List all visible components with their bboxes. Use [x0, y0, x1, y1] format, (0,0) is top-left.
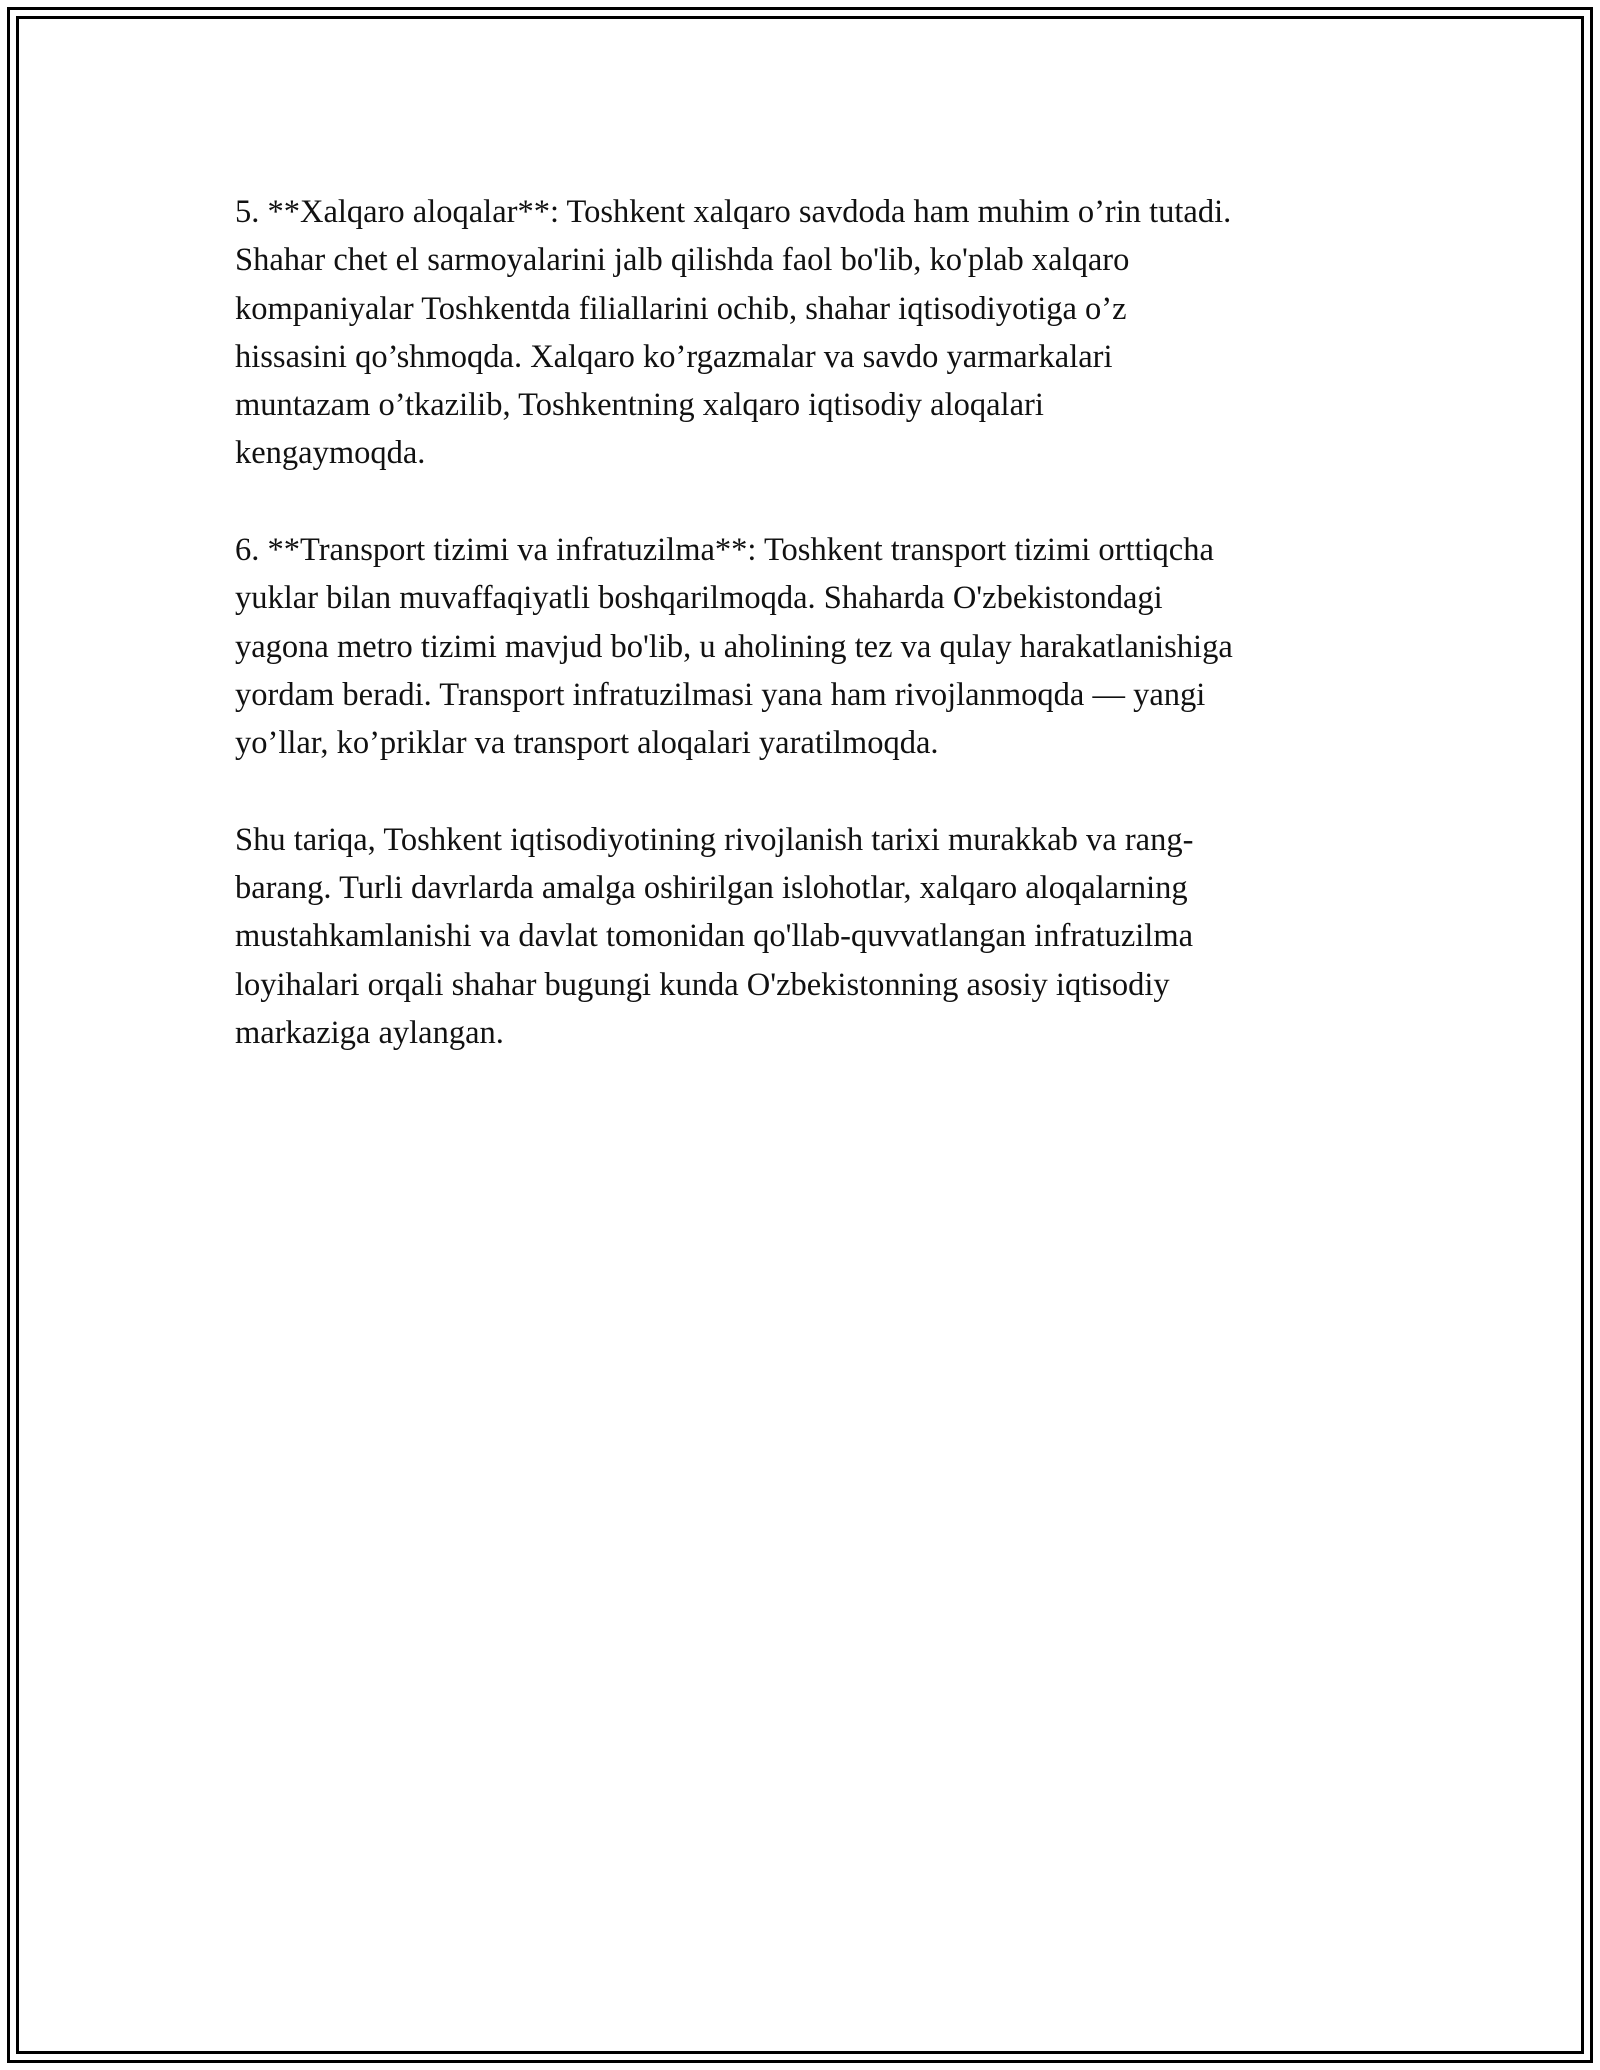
paragraph-international-relations: 5. **Xalqaro aloqalar**: Toshkent xalqaro savdoda ham muhim o’rin tutadi. Shahar chet el sarmoyalarini jalb qilishda faol bo'lib, ko'plab xalqaro kompaniyalar Toshkentda filiallarini ochib, shahar iqtisodiyotiga o’z hissasini qo’shmoqda. Xalqaro ko’rgazmalar va savdo yarmarkalari muntazam o’tkazilib, Toshkentning xalqaro iqtisodiy aloqalari kengaymoqda. — [235, 194, 1232, 472]
document-body — [235, 188, 1365, 1106]
paragraph-conclusion: Shu tariqa, Toshkent iqtisodiyotining rivojlanish tarixi murakkab va rang- barang. Turli davrlarda amalga oshirilgan islohotlar, xalqaro aloqalarning mustahkamlanishi va davlat tomonidan qo'llab-quvvatlangan infratuzilma loyihalari orqali shahar bugungi kunda O'zbekistonning asosiy iqtisodiy markaziga aylangan. — [235, 821, 1194, 1052]
paragraph-transport-infrastructure: 6. **Transport tizimi va infratuzilma**: Toshkent transport tizimi orttiqcha yuklar bilan muvaffaqiyatli boshqarilmoqda. Shaharda O'zbekistondagi yagona metro tizimi mavjud bo'lib, u aholining tez va qulay harakatlanishiga yordam beradi. Transport infratuzilmasi yana ham rivojlanmoqda — yangi yo’llar, ko’priklar va transport aloqalari yaratilmoqda. — [235, 532, 1233, 762]
